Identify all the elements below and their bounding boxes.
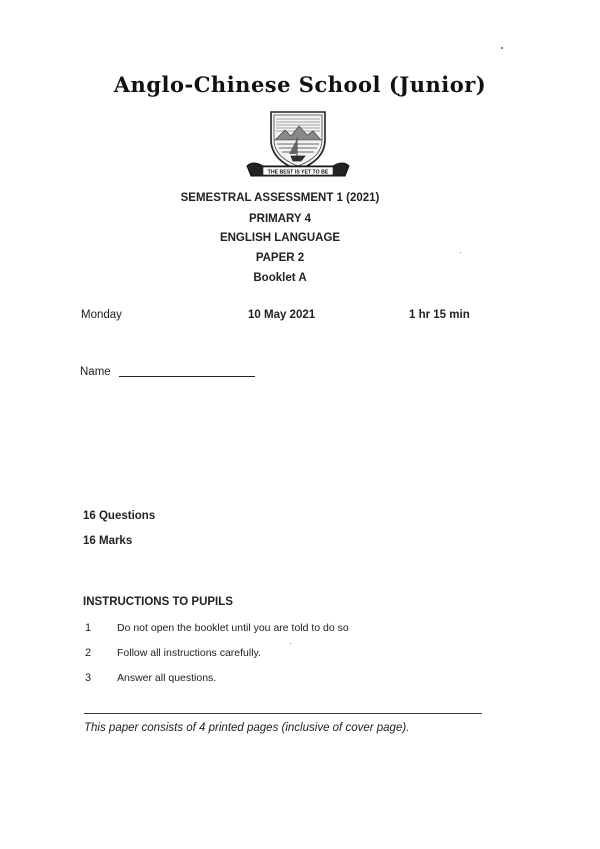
instruction-text: Do not open the booklet until you are told to do so [117, 622, 349, 634]
instruction-text: Answer all questions. [117, 672, 217, 684]
question-count: 16 Questions [83, 510, 156, 522]
exam-date: 10 May 2021 [248, 309, 316, 321]
scan-speck [290, 643, 291, 644]
instruction-number: 1 [85, 622, 92, 634]
scan-speck [460, 252, 461, 253]
instructions-title: INSTRUCTIONS TO PUPILS [83, 596, 233, 608]
name-input-line[interactable] [119, 376, 255, 377]
exam-duration: 1 hr 15 min [409, 309, 470, 321]
instruction-text: Follow all instructions carefully. [117, 647, 261, 659]
page-count-note: This paper consists of 4 printed pages (inclusive of cover page). [84, 722, 410, 734]
booklet-label: Booklet A [253, 272, 307, 284]
exam-day: Monday [81, 309, 122, 321]
instruction-number: 2 [85, 647, 92, 659]
mark-count: 16 Marks [83, 535, 133, 547]
school-name: Anglo-Chinese School (Junior) [113, 72, 487, 97]
footer-divider [84, 713, 482, 714]
name-label: Name [80, 366, 111, 378]
level: PRIMARY 4 [249, 213, 311, 225]
crest-motto: THE BEST IS YET TO BE [267, 169, 329, 176]
paper-number: PAPER 2 [255, 252, 305, 264]
school-crest-logo [233, 106, 363, 182]
subject: ENGLISH LANGUAGE [219, 232, 341, 244]
scan-speck [501, 47, 503, 49]
assessment-title: SEMESTRAL ASSESSMENT 1 (2021) [180, 192, 380, 204]
instruction-number: 3 [85, 672, 92, 684]
